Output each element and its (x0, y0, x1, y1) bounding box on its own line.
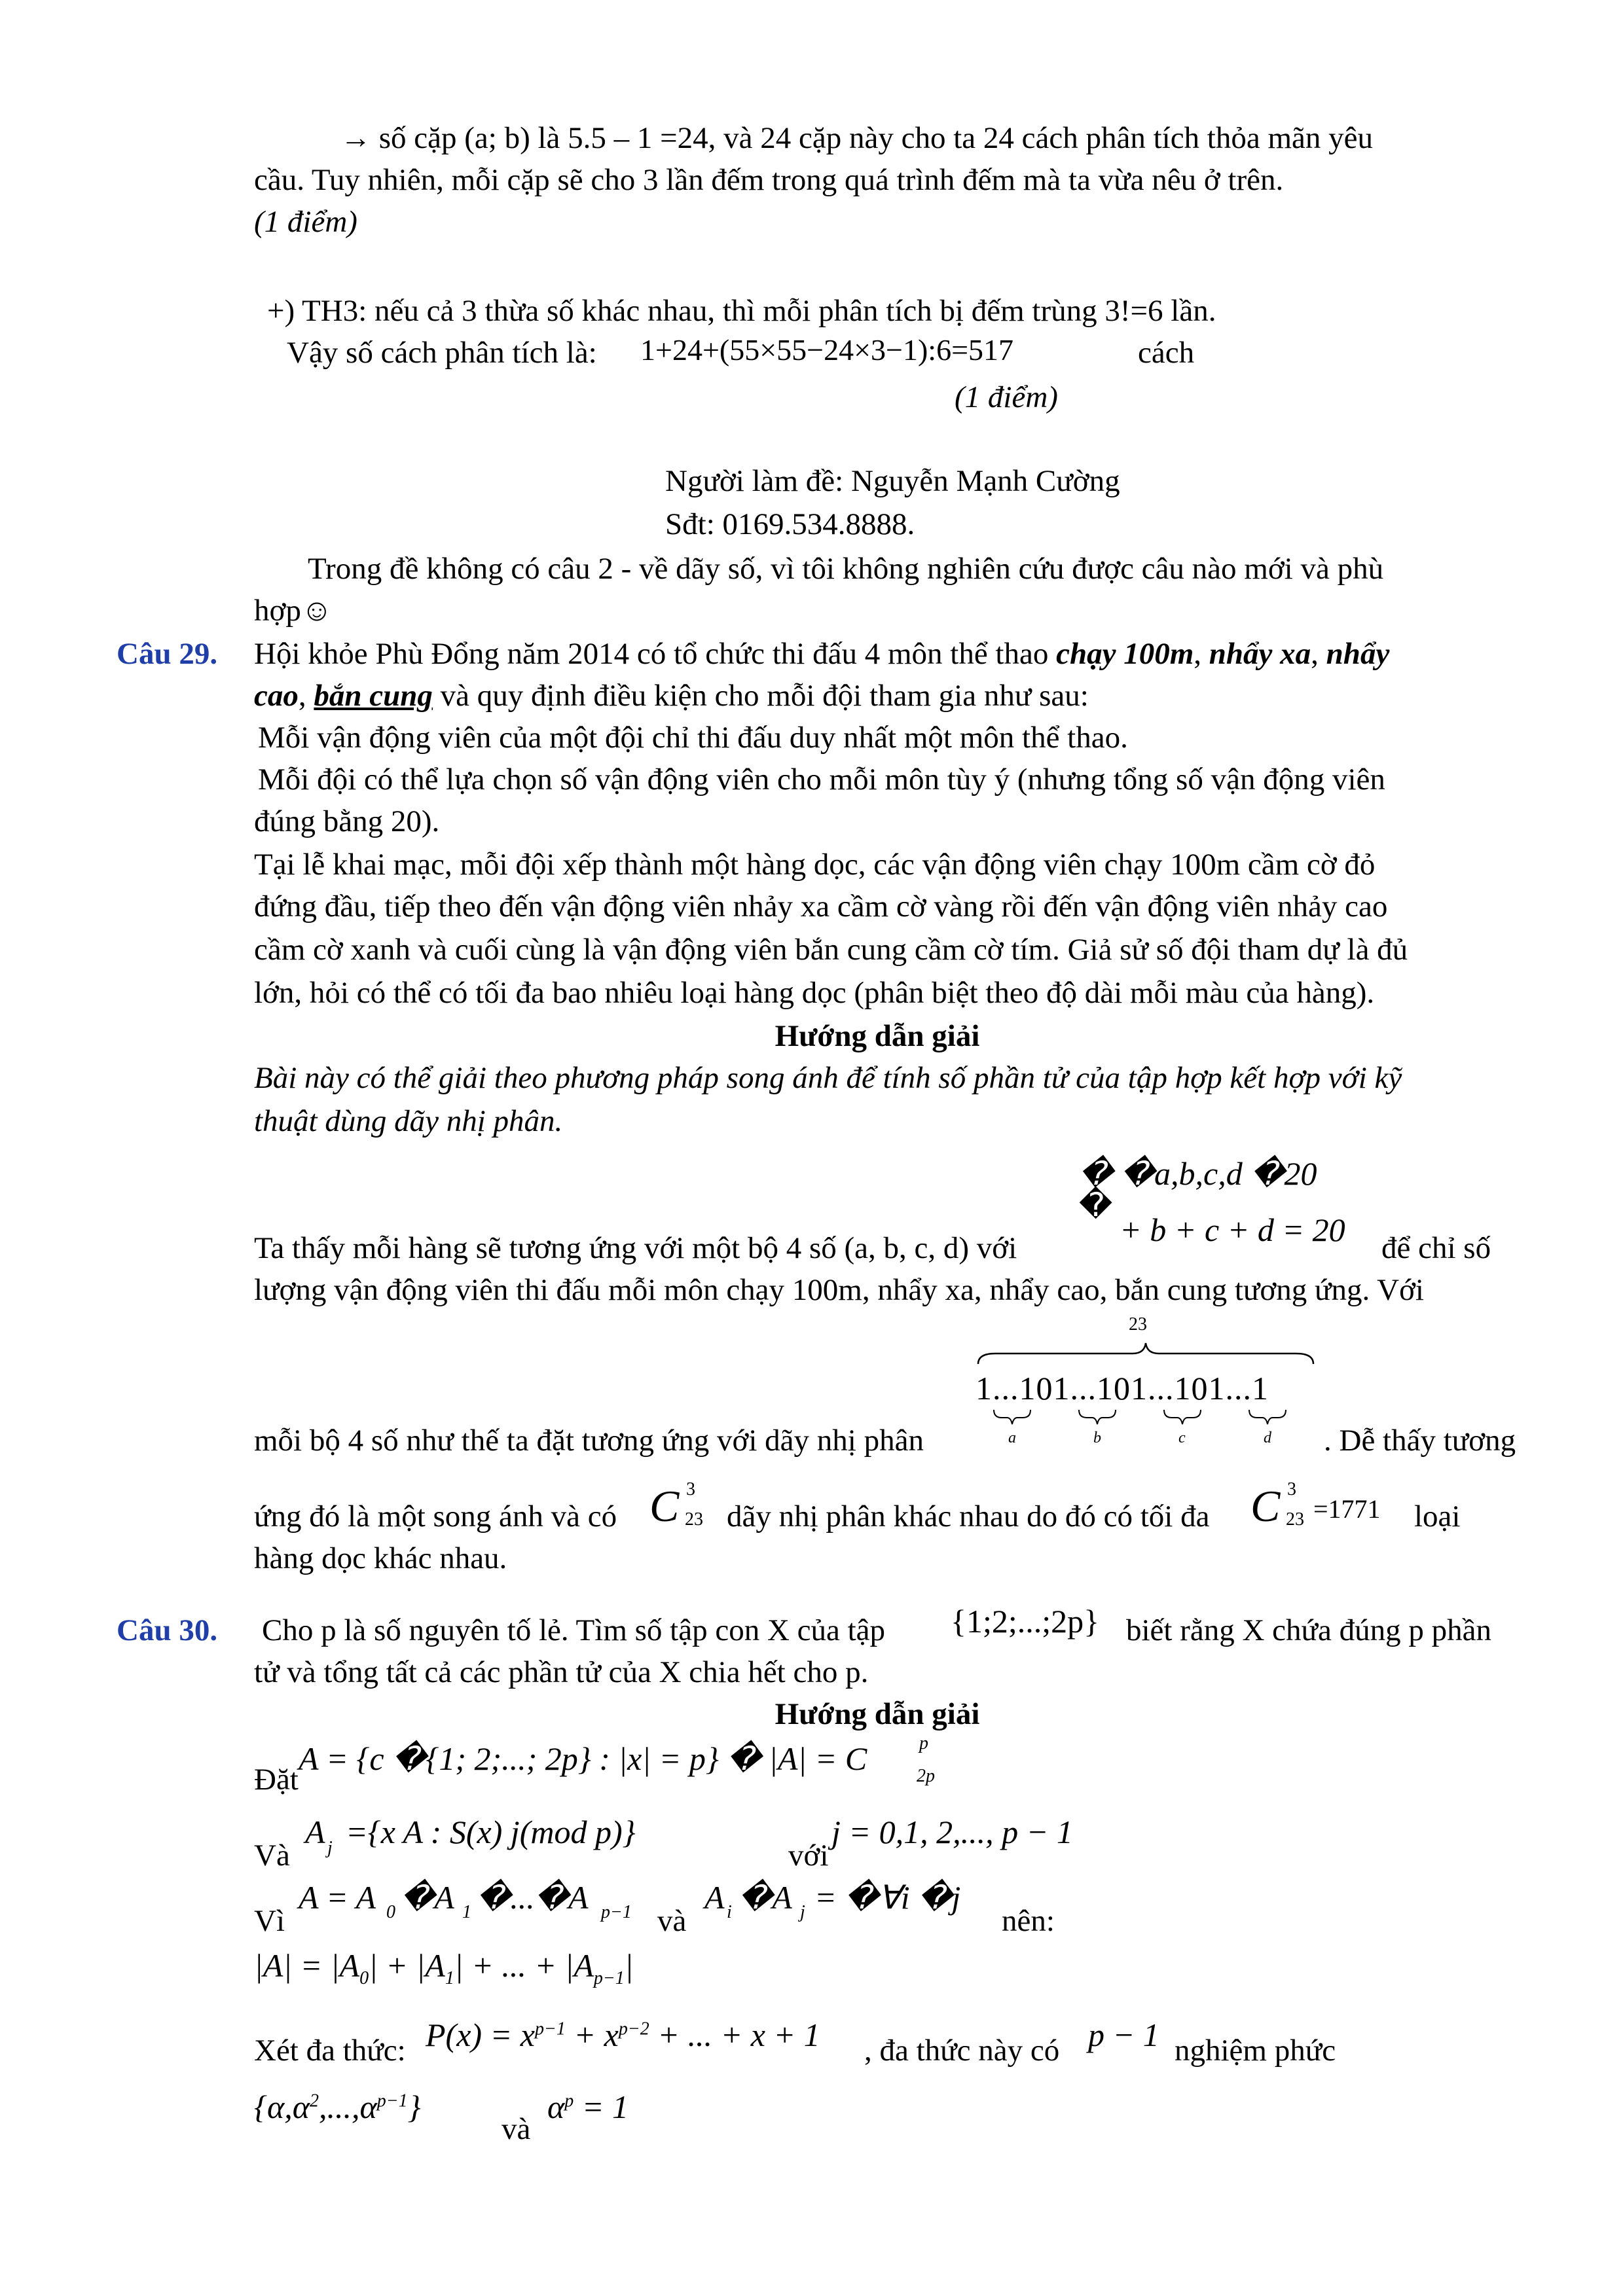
va-label-3: và (501, 2112, 531, 2146)
nen-label: nên: (1002, 1904, 1055, 1938)
q29-solution-line-6b: dãy nhị phân khác nhau do đó có tối đa (727, 1499, 1210, 1534)
combination-1-n: 23 (685, 1509, 703, 1530)
card-sub-1: 1 (445, 1968, 454, 1988)
formula-alpha (547, 2088, 629, 2126)
alpha-exp: p (564, 2090, 574, 2111)
q29-text: Hội khỏe Phù Đổng năm 2014 có tổ chức thi đấu 4 môn thể thao (254, 637, 1057, 671)
voi-label: với (788, 1839, 829, 1873)
poly-part-1: P(x) = x (426, 2017, 535, 2053)
q29-solution-line-2: thuật dùng dãy nhị phân. (254, 1104, 563, 1138)
q30-line-1a: Cho p là số nguyên tố lẻ. Tìm số tập con X của tập (262, 1613, 886, 1647)
formula-disjoint-subi: i (727, 1902, 732, 1922)
sport-high-jump-2: cao (254, 679, 299, 713)
q29-solution-heading: Hướng dẫn giải (775, 1019, 980, 1053)
q29-line-8: cầm cờ xanh và cuối cùng là vận động viên bắn cung cầm cờ tím. Giả sử số đội tham dự là đủ (254, 933, 1408, 967)
q29-line-7: đứng đầu, tiếp theo đến vận động viên nhảy xa cầm cờ vàng rồi đến vận động viên nhảy cao (254, 889, 1388, 924)
formula-set-A-sup: p (919, 1733, 928, 1753)
score-2: (1 điểm) (955, 380, 1058, 414)
q29-line-4: Mỗi đội có thể lựa chọn số vận động viên cho mỗi môn tùy ý (nhưng tổng số vận động viên (258, 762, 1385, 797)
q29-solution-line-3b: để chỉ số (1381, 1231, 1491, 1265)
q29-comma: , (1311, 637, 1326, 671)
formula-union-subp: p−1 (601, 1902, 632, 1922)
combination-1-k: 3 (686, 1479, 695, 1499)
q29-solution-line-1: Bài này có thể giải theo phương pháp song ánh để tính số phần tử của tập hợp kết hợp với kỹ (254, 1061, 1402, 1095)
q29-comma: , (298, 679, 314, 713)
binary-label-c: c (1178, 1429, 1186, 1446)
question-30-label: Câu 30. (117, 1613, 218, 1647)
q29-solution-line-6c: loại (1414, 1499, 1461, 1534)
q29-solution-line-4: lượng vận động viên thi đấu mỗi môn chạy 100m, nhẩy xa, nhẩy cao, bắn cung tương ứng. Với (254, 1273, 1424, 1307)
poly-exp-2: p−2 (618, 2018, 649, 2039)
card-part-2: | + |A (369, 1947, 445, 1984)
note-line-2: hợp☺ (254, 594, 333, 628)
alpha-part-2: = 1 (574, 2089, 629, 2125)
q29-solution-line-7: hàng dọc khác nhau. (254, 1541, 507, 1575)
vi-label: Vì (254, 1904, 285, 1938)
q29-line-5: đúng bằng 20). (254, 804, 440, 838)
q29-line-2 (254, 678, 1089, 713)
q29-solution-line-6a: ứng đó là một song ánh và có (254, 1499, 617, 1534)
q30-set: {1;2;...;2p} (951, 1603, 1100, 1640)
formula-set-A: A = {c �{1; 2;...; 2p} : |x| = p} � |A| = C (299, 1740, 867, 1777)
formula-cardinality (254, 1946, 634, 1989)
author-name: Người làm đề: Nguyễn Mạnh Cường (665, 464, 1120, 498)
system-line-2: + b + c + d = 20 (1120, 1211, 1345, 1248)
q29-line-9: lớn, hỏi có thể có tối đa bao nhiêu loại hàng dọc (phân biệt theo độ dài mỗi màu của hàng). (254, 976, 1375, 1010)
formula-union-rest2: �...�A (477, 1879, 589, 1916)
formula-Aj-sub: j (327, 1838, 333, 1858)
formula-union-rest: �A (401, 1879, 454, 1916)
count-formula: 1+24+(55×55−24×3−1):6=517 (640, 333, 1014, 367)
author-phone: Sđt: 0169.534.8888. (665, 507, 915, 541)
binary-overbrace (976, 1340, 1316, 1367)
question-29-label: Câu 29. (117, 637, 218, 671)
count-label: Vậy số cách phân tích là: (287, 336, 597, 370)
q29-line-6: Tại lễ khai mạc, mỗi đội xếp thành một hàng dọc, các vận động viên chạy 100m cầm cờ đỏ (254, 848, 1376, 882)
formula-set-A-sub: 2p (917, 1766, 935, 1786)
q30-line-2: tử và tổng tất cả các phần tử của X chia hết cho p. (254, 1655, 869, 1689)
q29-solution-line-3a: Ta thấy mỗi hàng sẽ tương ứng với một bộ 4 số (a, b, c, d) với (254, 1231, 1017, 1265)
q30-solution-heading: Hướng dẫn giải (775, 1697, 980, 1731)
roots-part-1: {α,α (254, 2089, 310, 2125)
q29-line-1 (254, 636, 1389, 672)
q29-text: và quy định điều kiện cho mỗi đội tham gia như sau: (432, 679, 1089, 713)
formula-disjoint-subj: j (800, 1902, 805, 1922)
combination-1-C: C (649, 1481, 680, 1531)
combination-value: =1771 (1313, 1494, 1381, 1524)
card-part-1: |A| = |A (254, 1947, 360, 1984)
poly-part-2: + x (565, 2017, 619, 2053)
card-sub-0: 0 (359, 1968, 369, 1988)
q29-solution-line-5a: mỗi bộ 4 số như thế ta đặt tương ứng với dãy nhị phân (254, 1424, 924, 1458)
binary-label-d: d (1264, 1429, 1271, 1446)
sport-run: chạy 100m (1056, 637, 1194, 671)
va-label: Và (254, 1839, 290, 1873)
q29-solution-line-5b: . Dễ thấy tương (1324, 1424, 1516, 1458)
xet-label: Xét đa thức: (254, 2034, 406, 2068)
binary-label-a: a (1008, 1429, 1016, 1446)
count-unit: cách (1138, 336, 1195, 370)
note-line-1: Trong đề không có câu 2 - về dãy số, vì tôi không nghiên cứu được câu nào mới và phù (308, 552, 1384, 586)
formula-union: A = A (299, 1879, 376, 1916)
th3-line: +) TH3: nếu cả 3 thừa số khác nhau, thì mỗi phân tích bị đếm trùng 3!=6 lần. (267, 294, 1216, 328)
binary-label-b: b (1093, 1429, 1101, 1446)
q29-comma: , (1194, 637, 1209, 671)
xet-text-c: nghiệm phức (1175, 2034, 1336, 2068)
formula-Aj: A (305, 1814, 325, 1850)
intro-line-2: cầu. Tuy nhiên, mỗi cặp sẽ cho 3 lần đếm trong quá trình đếm mà ta vừa nêu ở trên. (254, 163, 1284, 197)
formula-poly (426, 2016, 820, 2054)
formula-disjoint-rest2: = �∀i �j (814, 1879, 961, 1916)
formula-Aj-rest: ={x A : S(x) j(mod p)} (346, 1814, 636, 1850)
roots-exp-2: p−1 (376, 2090, 408, 2111)
intro-line-1: → số cặp (a; b) là 5.5 – 1 =24, và 24 cặp này cho ta 24 cách phân tích thỏa mãn yêu (340, 121, 1374, 155)
combination-2-C: C (1250, 1481, 1281, 1531)
q29-line-3: Mỗi vận động viên của một đội chỉ thi đấu duy nhất một môn thể thao. (258, 721, 1128, 755)
sport-long-jump: nhẩy xa (1209, 637, 1311, 671)
system-brace: � (1079, 1187, 1113, 1223)
sport-high-jump-1: nhẩy (1326, 637, 1390, 671)
alpha-part-1: α (547, 2089, 565, 2125)
combination-2-k: 3 (1287, 1479, 1296, 1499)
va-label-2: và (657, 1904, 687, 1938)
roots-part-3: } (407, 2089, 421, 2125)
formula-union-sub0: 0 (386, 1902, 395, 1922)
poly-part-3: + ... + x + 1 (649, 2017, 820, 2053)
card-part-4: | (624, 1947, 634, 1984)
combination-2-n: 23 (1286, 1509, 1304, 1530)
score-1: (1 điểm) (254, 205, 357, 239)
formula-union-sub1: 1 (462, 1902, 471, 1922)
sport-archery: bắn cung (314, 679, 433, 713)
roots-exp-1: 2 (310, 2090, 319, 2111)
formula-disjoint-rest: �A (739, 1879, 792, 1916)
xet-text-b: , đa thức này có (864, 2034, 1060, 2068)
p-minus-1: p − 1 (1088, 2017, 1159, 2053)
card-part-3: | + ... + |A (454, 1947, 594, 1984)
q30-line-1b: biết rằng X chứa đúng p phần (1126, 1613, 1491, 1647)
formula-j-range: j = 0,1, 2,..., p − 1 (831, 1814, 1073, 1850)
poly-exp-1: p−1 (534, 2018, 566, 2039)
card-sub-p: p−1 (593, 1968, 625, 1988)
dat-label: Đặt (254, 1763, 299, 1797)
system-line-1: � �a,b,c,d �20 (1079, 1155, 1317, 1192)
binary-sequence: 1...101...101...101...1 (976, 1370, 1269, 1407)
formula-disjoint: A (704, 1879, 725, 1916)
formula-roots (254, 2088, 421, 2126)
roots-part-2: ,...,α (319, 2089, 377, 2125)
binary-length-label: 23 (1129, 1314, 1147, 1335)
